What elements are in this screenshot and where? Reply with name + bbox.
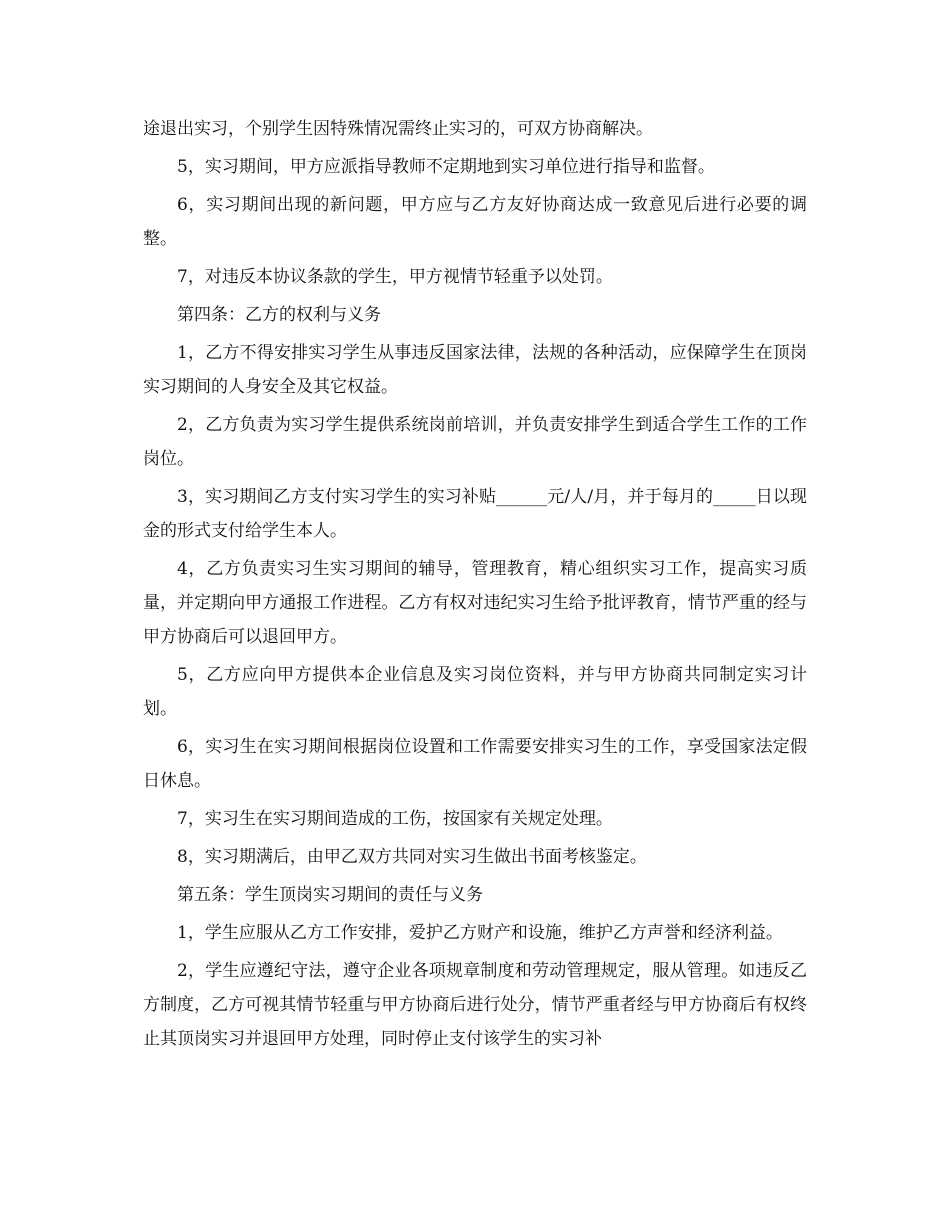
paragraph: 5，乙方应向甲方提供本企业信息及实习岗位资料，并与甲方协商共同制定实习计划。	[143, 665, 807, 719]
section-heading: 第四条：乙方的权利与义务	[177, 305, 381, 325]
paragraph: 4，乙方负责实习生实习期间的辅导，管理教育，精心组织实习工作，提高实习质量，并定期向甲方通报工作进程。乙方有权对违纪实习生给予批评教育，情节严重的经与甲方协商后可以退回甲方。	[143, 559, 807, 647]
paragraph: 2，学生应遵纪守法，遵守企业各项规章制度和劳动管理规定，服从管理。如违反乙方制度，乙方可视其情节轻重与甲方协商后进行处分，情节严重者经与甲方协商后有权终止其顶岗实习并退回甲方处理，同时停止支付该学生的实习补	[143, 961, 807, 1049]
paragraph: 1，乙方不得安排实习学生从事违反国家法律，法规的各种活动，应保障学生在顶岗实习期间的人身安全及其它权益。	[143, 343, 807, 397]
paragraph: 8，实习期满后，由甲乙双方共同对实习生做出书面考核鉴定。	[177, 847, 647, 867]
paragraph: 7，对违反本协议条款的学生，甲方视情节轻重予以处罚。	[177, 267, 613, 287]
paragraph: 3，实习期间乙方支付实习学生的实习补贴______元/人/月，并于每月的_____日以现金的形式支付给学生本人。	[143, 487, 807, 541]
paragraph: 1，学生应服从乙方工作安排，爱护乙方财产和设施，维护乙方声誉和经济利益。	[177, 923, 783, 943]
paragraph: 6，实习生在实习期间根据岗位设置和工作需要安排实习生的工作，享受国家法定假日休息。	[143, 737, 807, 791]
paragraph: 6，实习期间出现的新问题，甲方应与乙方友好协商达成一致意见后进行必要的调整。	[143, 195, 807, 249]
paragraph: 7，实习生在实习期间造成的工伤，按国家有关规定处理。	[177, 809, 613, 829]
paragraph: 2，乙方负责为实习学生提供系统岗前培训，并负责安排学生到适合学生工作的工作岗位。	[143, 415, 807, 469]
document-body	[143, 112, 807, 1060]
section-heading: 第五条：学生顶岗实习期间的责任与义务	[177, 885, 483, 905]
paragraph: 5，实习期间，甲方应派指导教师不定期地到实习单位进行指导和监督。	[177, 157, 715, 177]
paragraph: 途退出实习，个别学生因特殊情况需终止实习的，可双方协商解决。	[143, 119, 653, 139]
